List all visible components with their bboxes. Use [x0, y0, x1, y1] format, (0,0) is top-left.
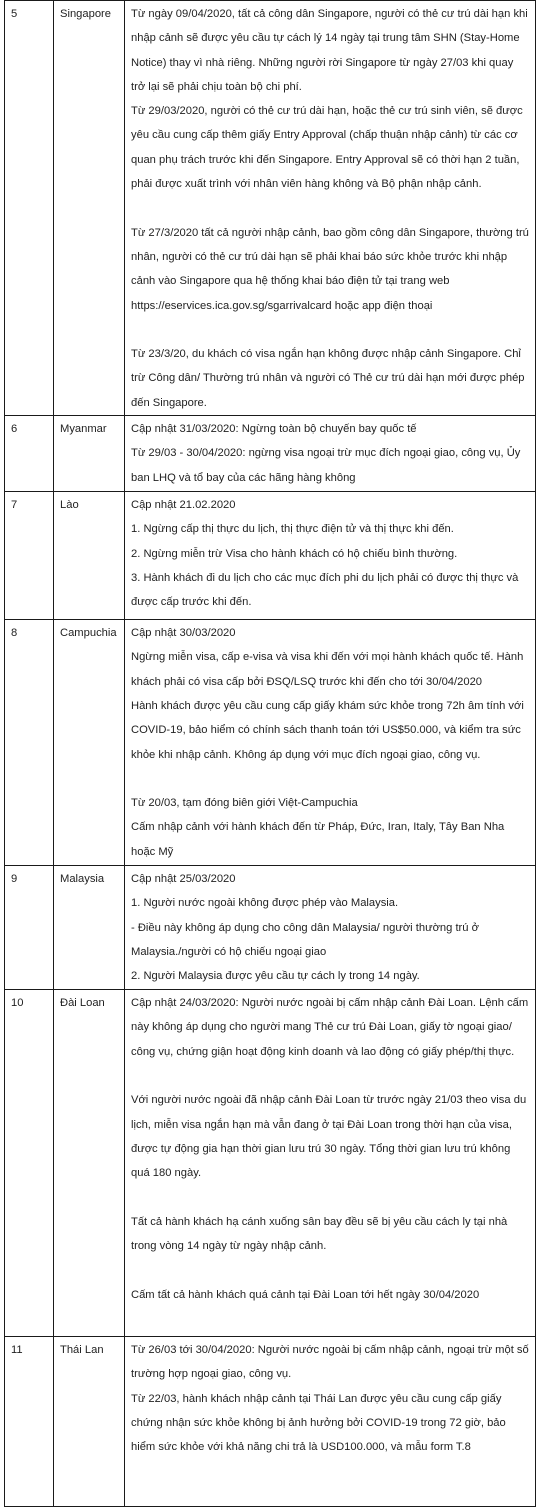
restriction-paragraph: 1. Ngừng cấp thị thực du lịch, thị thực điện tử và thị thực khi đến. [131, 523, 454, 536]
restriction-info-cell [125, 990, 536, 1337]
restriction-paragraph: Từ 23/3/20, du khách có visa ngắn hạn không được nhập cảnh Singapore. Chỉ trừ Công dân/ Thường trú nhân và người có Thẻ cư trú dài hạn mới được phép đến Singapore. [131, 348, 525, 409]
restriction-paragraph: Cấm nhập cảnh với hành khách đến từ Pháp, Đức, Iran, Italy, Tây Ban Nha hoặc Mỹ [131, 821, 505, 858]
restriction-paragraph: Hành khách được yêu cầu cung cấp giấy khám sức khỏe trong 72h âm tính với COVID-19, bảo hiểm có chính sách thanh toán tới US$50.000, và kiểm tra sức khỏe khi nhập cảnh. Không áp dụng với mục đích ngoại giao, công vụ. [131, 699, 524, 761]
row-number-cell: 11 [5, 1337, 54, 1507]
table-body [5, 1, 536, 1507]
country-cell: Thái Lan [54, 1337, 125, 1507]
row-number-cell: 7 [5, 492, 54, 620]
table-row [5, 990, 536, 1337]
restriction-paragraph: Cập nhật 31/03/2020: Ngừng toàn bộ chuyến bay quốc tế [131, 423, 417, 436]
country-cell: Lào [54, 492, 125, 620]
restriction-info-cell [125, 416, 536, 492]
table-row [5, 866, 536, 990]
travel-restrictions-table [4, 0, 536, 1507]
restriction-paragraph: 2. Người Malaysia được yêu cầu tự cách ly trong 14 ngày. [131, 970, 420, 983]
restriction-paragraph: Từ ngày 09/04/2020, tất cả công dân Singapore, người có thẻ cư trú dài hạn khi nhập cảnh sẽ được yêu cầu tự cách lý 14 ngày tại trung tâm SHN (Stay-Home Notice) thay vì nhà riêng. Những người rời Singapore từ ngày 27/03 khi quay trở lại sẽ phải chịu toàn bộ chi phí. [131, 8, 528, 93]
row-number-cell: 8 [5, 620, 54, 866]
table-row [5, 620, 536, 866]
restriction-paragraph: Từ 20/03, tạm đóng biên giới Việt-Campuchia [131, 797, 358, 810]
restriction-info-cell [125, 492, 536, 620]
table-row [5, 492, 536, 620]
restriction-info-cell [125, 866, 536, 990]
country-cell: Singapore [54, 1, 125, 416]
country-cell: Campuchia [54, 620, 125, 866]
paragraph-spacer [131, 1258, 530, 1282]
restriction-paragraph: Từ 22/03, hành khách nhập cảnh tại Thái Lan được yêu cầu cung cấp giấy chứng nhận sức khỏe không bị ảnh hưởng bởi COVID-19 trong 72 giờ, bảo hiểm sức khỏe với khả năng chi trả là USD100.000, và mẫu form T.8 [131, 1392, 506, 1454]
row-number-cell: 5 [5, 1, 54, 416]
restriction-paragraph: Từ 29/03 - 30/04/2020: ngừng visa ngoại trừ mục đích ngoại giao, công vụ, Ủy ban LHQ và tổ bay của các hãng hàng không [131, 447, 521, 484]
row-number-cell: 9 [5, 866, 54, 990]
row-number-cell: 10 [5, 990, 54, 1337]
restriction-paragraph: Cập nhật 24/03/2020: Người nước ngoài bị cấm nhập cảnh Đài Loan. Lệnh cấm này không áp dụng cho người mang Thẻ cư trú Đài Loan, giấy tờ ngoại giao/ công vụ, chứng giận hoạt động kinh doanh và lao động có giấy phép/thị thực. [131, 997, 529, 1058]
table-row [5, 1, 536, 416]
restriction-info-cell [125, 1337, 536, 1507]
restriction-paragraph: 3. Hành khách đi du lịch cho các mục đích phi du lịch phải có được thị thực và được cấp trước khi đến. [131, 571, 519, 609]
row-number-cell: 6 [5, 416, 54, 492]
restriction-paragraph: 1. Người nước ngoài không được phép vào Malaysia. [131, 897, 399, 910]
restriction-paragraph: Từ 26/03 tới 30/04/2020: Người nước ngoài bị cấm nhập cảnh, ngoại trừ một số trường hợp ngoại giao, công vụ. [131, 1344, 529, 1381]
restriction-info-cell [125, 620, 536, 866]
restriction-paragraph: Từ 29/03/2020, người có thẻ cư trú dài hạn, hoặc thẻ cư trú sinh viên, sẽ được yêu cầu cung cấp thêm giấy Entry Approval (chấp thuận nhập cảnh) từ các cơ quan phụ trách trước khi đến Singapore. Entry Approval sẽ có thời hạn 2 tuần, phải được xuất trình với nhân viên hàng không và Bộ phận nhập cảnh. [131, 105, 523, 191]
country-cell: Myanmar [54, 416, 125, 492]
paragraph-spacer [131, 196, 530, 220]
restriction-paragraph: Với người nước ngoài đã nhập cảnh Đài Loan từ trước ngày 21/03 theo visa du lịch, miễn visa ngắn hạn mà vẫn đang ở tại Đài Loan trong thời hạn của visa, được tự động gia hạn thời gian lưu trú 30 ngày. Tổng thời gian lưu trú không quá 180 ngày. [131, 1094, 527, 1180]
country-cell: Malaysia [54, 866, 125, 990]
restriction-info-cell [125, 1, 536, 416]
restriction-paragraph: Ngừng miễn visa, cấp e-visa và visa khi đến với mọi hành khách quốc tế. Hành khách phải có visa cấp bởi ĐSQ/LSQ trước khi đến cho tới 30/04/2020 [131, 651, 524, 688]
paragraph-spacer [131, 318, 530, 342]
table-row [5, 416, 536, 492]
restriction-paragraph: - Điều này không áp dụng cho công dân Malaysia/ người thường trú ở Malaysia./người có hộ chiếu ngoại giao [131, 921, 479, 958]
restriction-paragraph: Cấm tất cả hành khách quá cảnh tại Đài Loan tới hết ngày 30/04/2020 [131, 1288, 480, 1301]
restriction-paragraph: 2. Ngừng miễn trừ Visa cho hành khách có hộ chiếu bình thường. [131, 547, 458, 560]
restriction-paragraph: Tất cả hành khách hạ cánh xuống sân bay đều sẽ bị yêu cầu cách ly tại nhà trong vòng 14 ngày từ ngày nhập cảnh. [131, 1215, 508, 1253]
paragraph-spacer [131, 1185, 530, 1209]
country-cell: Đài Loan [54, 990, 125, 1337]
restriction-paragraph: Cập nhật 25/03/2020 [131, 873, 236, 886]
restriction-paragraph: Cập nhật 21.02.2020 [131, 499, 236, 512]
restriction-paragraph: Từ 27/3/2020 tất cả người nhập cảnh, bao gồm công dân Singapore, thường trú nhân, người có thẻ cư trú dài hạn sẽ phải khai báo sức khỏe trước khi nhập cảnh vào Singapore qua hệ thống khai báo điện tử tại trang web https://eservices.ica.gov.sg/sgarrivalcard hoặc app điện thoại [131, 226, 529, 312]
paragraph-spacer [131, 767, 530, 791]
restriction-paragraph: Cập nhật 30/03/2020 [131, 627, 236, 640]
table-row [5, 1337, 536, 1507]
paragraph-spacer [131, 1064, 530, 1088]
